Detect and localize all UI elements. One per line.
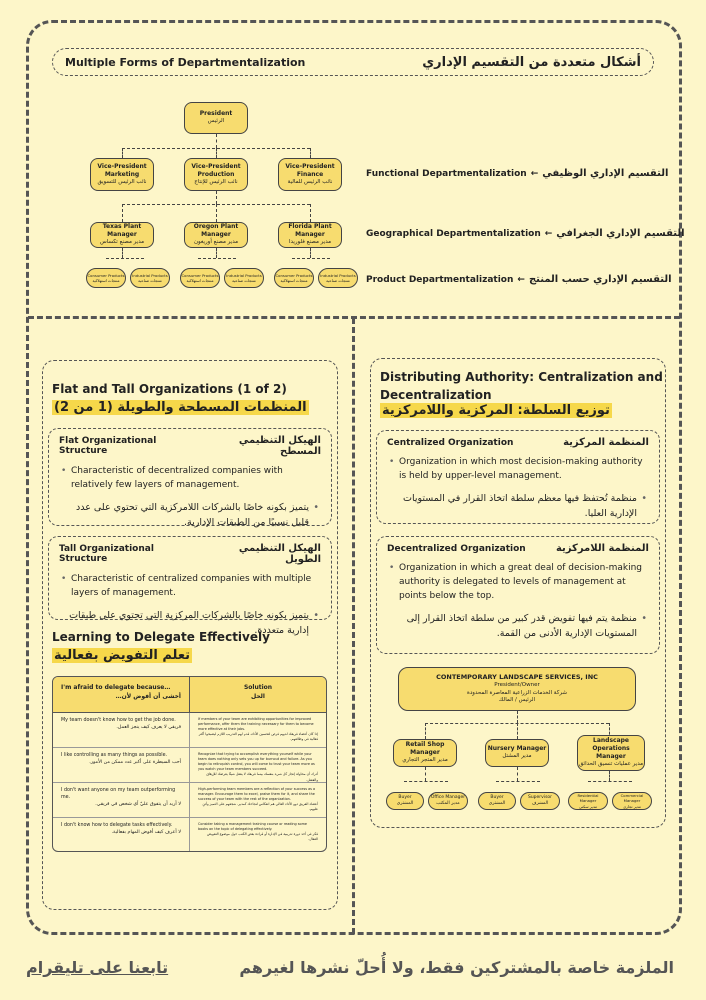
- vp-label: Vice-President: [191, 162, 241, 170]
- flat-tall-title-ar-text: المنظمات المسطحة والطويلة (1 من 2): [54, 400, 307, 415]
- staff-label: Residential Manager: [577, 793, 599, 804]
- product-label-ar: منتجات استهلاكية: [186, 278, 214, 283]
- bullet-ar: • منظمة يتم فيها تفويض قدر كبير من سلطة اتخاذ القرار إلى المستويات الإدارية الأدنى من القمة.: [387, 612, 649, 641]
- authority-title-line2: Decentralization: [380, 388, 492, 402]
- vp-label: Vice-President: [97, 162, 147, 170]
- table-cell: [53, 748, 189, 782]
- manager-label: Landscape Operations Manager: [592, 737, 630, 761]
- card-title: Decentralized Organization: [387, 543, 526, 554]
- flat-structure-card: [48, 428, 332, 526]
- vp-label-ar: نائب الرئيس للمالية: [287, 178, 333, 185]
- flat-tall-title-ar: [52, 400, 328, 415]
- plant-label-ar: مدير مصنع فلوريدا: [288, 239, 332, 246]
- cell-ar: لا أعرف كيف أفوض المهام بفعالية.: [111, 830, 181, 836]
- staff-label-ar: المشتري: [488, 801, 506, 806]
- card-header: [387, 543, 649, 554]
- table-header: [53, 677, 326, 713]
- staff-label: Office Manager: [430, 794, 466, 800]
- cell-en: My team doesn't know how to get the job done.: [61, 718, 176, 723]
- bullet-en: • Organization in which most decision-making authority is held by upper-level management.: [387, 456, 649, 484]
- cell-ar: لا أريد أن يتفوق عليّ أي شخص في فريقي.: [95, 802, 181, 808]
- centralized-card: [376, 430, 660, 524]
- staff-label-ar: مدير المكتب: [436, 801, 460, 806]
- authority-title-ar: [380, 403, 660, 418]
- company-role-ar: الرئيس / المالك: [498, 697, 536, 704]
- staff-label: Commercial Manager: [620, 793, 644, 804]
- vp-box-marketing: [90, 158, 154, 191]
- card-title-ar: المنظمة المركزية: [563, 437, 649, 448]
- staff-label-ar: مدير سكني: [579, 803, 597, 809]
- level-geographical: [366, 228, 685, 239]
- cell-en: I like controlling as many things as possible.: [61, 753, 168, 758]
- connector: [216, 191, 217, 204]
- connector: [517, 723, 518, 739]
- cell-ar: أعضاء الفريق ذوو الأداء العالي هم انعكاس لنجاحك كمدير. شجعهم على التميز وأثنِ عليهم.: [202, 802, 318, 812]
- connector: [310, 204, 311, 222]
- table-cell: [53, 713, 189, 747]
- title-en: Multiple Forms of Departmentalization: [65, 55, 306, 69]
- plant-label-ar: مدير مصنع تكساس: [99, 239, 145, 246]
- cell-en: High-performing team members are a reflection of your success as a manager. Encourage them to excel, praise them for it, and share the success of your team with the rest of the organization.: [198, 787, 316, 802]
- telegram-link[interactable]: تابعنا على تليقرام: [26, 958, 169, 977]
- vp-label: Vice-President: [285, 162, 335, 170]
- cell-en: Recognize that trying to accomplish everything yourself while your team does nothing only sets you up for burnout and failure. As you begin to relinquish control, you will come to trust your team more as you watch your team members succeed.: [198, 752, 315, 772]
- manager-label-ar: مدير المتجر التجاري: [402, 757, 448, 764]
- connector: [310, 248, 311, 258]
- level-label-en: Functional Departmentalization: [366, 168, 527, 179]
- manager-box-retail: [393, 739, 457, 767]
- connector: [216, 148, 217, 158]
- table-row: [53, 713, 326, 748]
- company-box: [398, 667, 636, 711]
- connector: [122, 204, 123, 222]
- tall-structure-card: [48, 536, 332, 636]
- company-name-ar: شركة الخدمات الزراعية المعاصرة المحدودة: [466, 689, 568, 696]
- connector: [310, 148, 311, 158]
- bullet-en: • Characteristic of centralized companies with multiple layers of management.: [59, 573, 321, 601]
- product-label-ar: منتجات صناعية: [138, 278, 162, 283]
- connector: [216, 134, 217, 148]
- company-role: President/Owner: [494, 682, 540, 689]
- card-title: Flat Organizational Structure: [59, 436, 157, 456]
- staff-label-ar: المشتري: [396, 801, 414, 806]
- product-pill-industrial: [224, 268, 264, 288]
- level-label-en: Geographical Departmentalization: [366, 228, 541, 239]
- manager-label-ar: مدير عمليات تنسيق الحدائق: [578, 761, 644, 768]
- card-title-ar: الهيكل التنظيمي الطويل: [238, 543, 321, 565]
- company-name: CONTEMPORARY LANDSCAPE SERVICES, INC: [436, 673, 598, 682]
- connector: [425, 767, 426, 781]
- card-title-ar: الهيكل التنظيمي المسطح: [238, 435, 321, 457]
- product-label-ar: منتجات استهلاكية: [280, 278, 308, 283]
- staff-label: Supervisor: [527, 794, 553, 800]
- staff-pill: [568, 792, 608, 810]
- product-pill-consumer: [180, 268, 220, 288]
- bullet-ar: • يتميز بكونه خاصًا بالشركات اللامركزية التي تحتوي على عدد قليل نسبيًا من الطبقات الإدارية.: [59, 501, 321, 530]
- plant-label-ar: مدير مصنع أوريغون: [193, 239, 239, 246]
- delegate-title-ar-text: تعلم التفويض بفعالية: [54, 648, 191, 663]
- arrow-icon: ←: [517, 274, 525, 285]
- level-functional: [366, 168, 668, 179]
- cell-ar: فريقي لا يعرف كيف ينجز العمل.: [116, 725, 181, 731]
- connector: [425, 723, 426, 739]
- level-label-ar: التقسيم الإداري الجغرافي: [556, 228, 685, 239]
- cell-en: Consider taking a management training course or reading some books on the topic of delegating effectively.: [198, 822, 308, 832]
- connector: [198, 258, 236, 259]
- vp-dept: Production: [197, 170, 235, 178]
- table-cell: [189, 713, 326, 747]
- connector: [588, 781, 632, 782]
- level-label-ar: التقسيم الإداري الوظيفي: [542, 168, 669, 179]
- delegate-title: Learning to Delegate Effectively: [52, 630, 270, 644]
- connector: [292, 258, 330, 259]
- connector: [216, 248, 217, 258]
- staff-label: Buyer: [490, 794, 504, 800]
- president-label: President: [199, 110, 233, 118]
- staff-pill: [520, 792, 560, 810]
- section-title-bar: [52, 48, 654, 76]
- connector: [122, 248, 123, 258]
- flat-tall-title: Flat and Tall Organizations (1 of 2): [52, 382, 287, 396]
- vp-dept: Marketing: [104, 170, 140, 178]
- delegate-table: [52, 676, 327, 852]
- product-label: Consumer Products: [87, 272, 125, 278]
- bullet-en: • Characteristic of decentralized companies with relatively few layers of management.: [59, 465, 321, 493]
- level-label-ar: التقسيم الإداري حسب المنتج: [528, 274, 672, 285]
- product-label: Consumer Products: [275, 272, 313, 278]
- plant-label: Texas Plant Manager: [102, 223, 142, 239]
- plant-box-florida: [278, 222, 342, 248]
- product-label: Industrial Products: [226, 272, 262, 278]
- staff-label-ar: مدير تجاري: [623, 803, 641, 809]
- connector: [517, 767, 518, 781]
- product-label-ar: منتجات استهلاكية: [92, 278, 120, 283]
- staff-label: Buyer: [398, 794, 412, 800]
- title-ar: أشكال متعددة من التقسيم الإداري: [422, 54, 641, 70]
- staff-pill: [612, 792, 652, 810]
- cell-en: I don't want anyone on my team outperforming me.: [61, 788, 176, 801]
- bullet-en: • Organization in which a great deal of decision-making authority is delegated to levels of management at points below the top.: [387, 562, 649, 604]
- table-cell: [189, 783, 326, 817]
- card-header: [59, 543, 321, 565]
- cell-ar: أحب السيطرة على أكبر عدد ممكن من الأمور.: [89, 760, 181, 766]
- delegate-title-ar: [52, 648, 328, 663]
- staff-label-ar: المشرف: [531, 801, 549, 806]
- staff-pill: [478, 792, 516, 810]
- authority-title-ar-text: توزيع السلطة: المركزية واللامركزية: [382, 403, 610, 418]
- product-pill-consumer: [274, 268, 314, 288]
- president-label-ar: الرئيس: [207, 118, 225, 125]
- product-label: Industrial Products: [320, 272, 356, 278]
- footer-notice: الملزمة خاصة بالمشتركين فقط، ولا أُحلّ نشرها لغيرهم: [239, 958, 674, 977]
- connector: [496, 781, 540, 782]
- col-header-en: Solution: [243, 684, 273, 691]
- col-header-solution: [189, 677, 326, 712]
- manager-box-landscape: [577, 735, 645, 771]
- table-cell: [53, 783, 189, 817]
- authority-title-line1: Distributing Authority: Centralization and: [380, 370, 663, 384]
- col-header-fear: [53, 677, 189, 712]
- product-label: Consumer Products: [181, 272, 219, 278]
- decentralized-card: [376, 536, 660, 654]
- col-header-en: I'm afraid to delegate because…: [61, 684, 171, 691]
- president-box: [184, 102, 248, 134]
- plant-box-oregon: [184, 222, 248, 248]
- vp-label-ar: نائب الرئيس للإنتاج: [194, 178, 238, 185]
- manager-label: Retail Shop Manager: [405, 741, 445, 757]
- table-cell: [189, 748, 326, 782]
- table-row: [53, 783, 326, 818]
- product-label: Industrial Products: [132, 272, 168, 278]
- manager-box-nursery: [485, 739, 549, 767]
- vp-label-ar: نائب الرئيس للتسويق: [97, 178, 147, 185]
- card-title-ar: المنظمة اللامركزية: [555, 543, 649, 554]
- vp-box-production: [184, 158, 248, 191]
- product-pill-industrial: [318, 268, 358, 288]
- cell-ar: أدرك أن محاولة إنجاز كل شيء بنفسك بينما فريقك لا يفعل شيئًا يعرضك للإرهاق والفشل.: [206, 772, 318, 782]
- col-header-ar: الحل: [251, 693, 265, 700]
- arrow-icon: ←: [544, 228, 553, 239]
- level-product: [366, 274, 672, 285]
- manager-label-ar: مدير المشتل: [502, 753, 532, 760]
- connector: [404, 781, 448, 782]
- arrow-icon: ←: [530, 168, 539, 179]
- card-title: Tall Organizational Structure: [59, 544, 154, 564]
- plant-label: Oregon Plant Manager: [193, 223, 239, 239]
- product-pill-industrial: [130, 268, 170, 288]
- bullet-ar: • يتميز بكونه خاصًا بالشركات المركزية التي تحتوي على طبقات إدارية متعددة.: [59, 609, 321, 638]
- table-row: [53, 748, 326, 783]
- connector: [517, 711, 518, 723]
- connector: [106, 258, 144, 259]
- col-header-ar: أخشى أن أفوض لأن…: [115, 693, 181, 700]
- authority-title: [380, 368, 663, 404]
- staff-pill: [386, 792, 424, 810]
- product-pill-consumer: [86, 268, 126, 288]
- table-cell: [189, 818, 326, 852]
- vertical-divider: [352, 318, 355, 934]
- cell-ar: فكر في أخذ دورة تدريبية في الإدارة أو قراءة بعض الكتب حول موضوع التفويض الفعال.: [207, 832, 318, 842]
- connector: [216, 204, 217, 222]
- bullet-ar: • منظمة تُحتفظ فيها معظم سلطة اتخاذ القرار في المستويات الإدارية العليا.: [387, 492, 649, 521]
- vp-box-finance: [278, 158, 342, 191]
- table-row: [53, 818, 326, 852]
- product-label-ar: منتجات صناعية: [326, 278, 350, 283]
- cell-en: I don't know how to delegate tasks effectively.: [61, 823, 173, 828]
- connector: [122, 148, 123, 158]
- card-header: [387, 437, 649, 448]
- connector: [609, 771, 610, 781]
- product-label-ar: منتجات صناعية: [232, 278, 256, 283]
- cell-ar: إذا كان أعضاء فريقك لديهم فرص لتحسين الأداء، قدم لهم التدريب اللازم ليصبحوا أكثر فعالية في وظائفهم.: [198, 732, 318, 742]
- cell-en: If members of your team are exhibiting opportunities for improved performance, offer them the training necessary for them to become more effective at their jobs.: [198, 717, 314, 732]
- level-label-en: Product Departmentalization: [366, 274, 514, 285]
- manager-label: Nursery Manager: [487, 745, 547, 753]
- vp-dept: Finance: [296, 170, 324, 178]
- card-header: [59, 435, 321, 457]
- card-title: Centralized Organization: [387, 437, 514, 448]
- staff-pill: [428, 792, 468, 810]
- plant-label: Florida Plant Manager: [288, 223, 332, 239]
- table-cell: [53, 818, 189, 852]
- plant-box-texas: [90, 222, 154, 248]
